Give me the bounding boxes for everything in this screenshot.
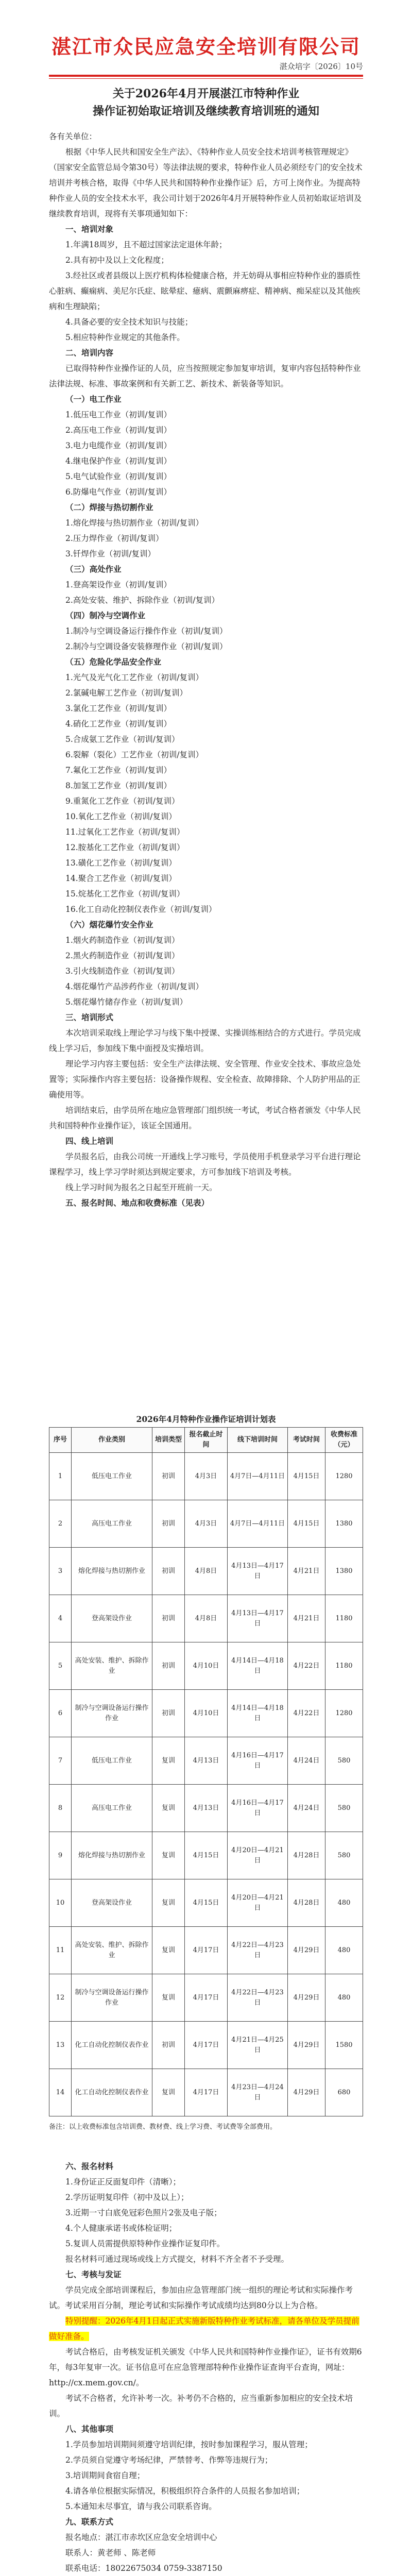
sec8-item: 3.培训期间食宿自理； <box>65 2471 145 2480</box>
table-header-row <box>49 1428 363 1453</box>
table-row <box>49 1548 363 1595</box>
sec2-group-title: （四）制冷与空调作业 <box>65 611 146 620</box>
table-row <box>49 1832 363 1879</box>
cell: 4月17日 <box>185 1927 228 1974</box>
sec2-item: 13.磺化工艺作业（初训/复训） <box>65 858 177 868</box>
org-name: 湛江市众民应急安全培训有限公司 <box>51 35 360 58</box>
cell: 4月20日—4月21日 <box>228 1832 288 1879</box>
cell: 初训 <box>152 1453 185 1500</box>
col-header: 线下培训时间 <box>228 1428 288 1453</box>
sec2-item: 16.化工自动化控制仪表作业（初训/复训） <box>65 905 217 914</box>
cell: 4月17日 <box>185 1974 228 2022</box>
cell: 4月22日—4月23日 <box>228 1927 288 1974</box>
sec2-paragraph: 已取得特种作业操作证的人员，应当按照规定参加复审培训，复审内容包括特种作业法律法规、标准、事故案例和有关新工艺、新技术、新装备等知识。 <box>49 364 361 388</box>
sec2-item: 12.胺基化工艺作业（初训/复训） <box>65 843 185 852</box>
cell: 登高架设作业 <box>72 1879 152 1927</box>
cell: 4月8日 <box>185 1548 228 1595</box>
cell: 4月15日 <box>288 1453 325 1500</box>
cell: 12 <box>49 1974 72 2022</box>
col-header: 序号 <box>49 1428 72 1453</box>
sec2-group-title: （二）焊接与热切割作业 <box>65 502 153 512</box>
sec2-item: 1.光气及光气化工艺作业（初训/复训） <box>65 673 204 682</box>
table-row <box>49 2069 363 2116</box>
cell: 4月13日 <box>185 1737 228 1785</box>
cell: 4月14日—4月18日 <box>228 1642 288 1690</box>
cell: 初训 <box>152 1642 185 1690</box>
table-row <box>49 1642 363 1690</box>
body-part-2 <box>49 2159 363 2576</box>
cell: 580 <box>325 1737 363 1785</box>
cell: 680 <box>325 2069 363 2116</box>
col-header: 培训类型 <box>152 1428 185 1453</box>
sec1-item: 4.具备必要的安全技术知识与技能； <box>65 317 193 327</box>
sec3-heading: 三、培训形式 <box>65 1012 114 1022</box>
table-row <box>49 1974 363 2022</box>
cell: 4月10日 <box>185 1642 228 1690</box>
col-header: 考试时间 <box>288 1428 325 1453</box>
intro-paragraph: 根据《中华人民共和国安全生产法》、《特种作业人员安全技术培训考核管理规定》（国家安全监管总局令第30号）等法律法规的要求，特种作业人员必须经专门的安全技术培训并考核合格，取得《中华人民共和国特种作业操作证》后，方可上岗作业。为提高特种作业人员的安全技术水平，我公司计划于2026年4月开展特种作业人员初始取证培训及继续教育培训，现将有关事项通知如下： <box>49 147 363 218</box>
salutation: 各有关单位： <box>49 132 97 141</box>
col-header: 收费标准（元） <box>325 1428 363 1453</box>
cell: 制冷与空调设备运行操作作业 <box>72 1690 152 1737</box>
sec2-item: 11.过氧化工艺作业（初训/复训） <box>65 827 185 837</box>
sec1-item: 3.经社区或者县级以上医疗机构体检健康合格，并无妨碍从事相应特种作业的器质性心脏病、癫痫病、美尼尔氏症、眩晕症、癔病、震颤麻痹症、精神病、痴呆症以及其他疾病和生理缺陷； <box>49 271 360 311</box>
cell: 4月15日 <box>288 1500 325 1548</box>
table-title: 2026年4月特种作业操作证培训计划表 <box>136 1414 276 1424</box>
sec2-item: 6.防爆电气作业（初训/复训） <box>65 487 172 497</box>
cell: 9 <box>49 1832 72 1879</box>
sec2-item: 3.电力电缆作业（初训/复训） <box>65 441 172 450</box>
table-row <box>49 1500 363 1548</box>
sec8-item: 4.请各单位根据实际情况，积极组织符合条件的人员报名参加培训； <box>65 2486 305 2496</box>
cell: 复训 <box>152 2069 185 2116</box>
cell: 4月3日 <box>185 1453 228 1500</box>
cell: 4月16日—4月17日 <box>228 1737 288 1785</box>
sec2-item: 2.氯碱电解工艺作业（初训/复训） <box>65 688 188 698</box>
sec1-heading: 一、培训对象 <box>65 224 114 234</box>
sec7-paragraph: 学员完成全部培训课程后，参加由应急管理部门统一组织的理论考试和实际操作考试。考试采用百分制，理论考试和实际操作考试成绩均达到80分以上为合格。 <box>49 2285 353 2310</box>
sec1-item: 2.具有初中及以上文化程度； <box>65 256 169 265</box>
cell: 4月7日—4月11日 <box>228 1453 288 1500</box>
cell: 复训 <box>152 1832 185 1879</box>
sec8-item: 2.学员须自觉遵守考场纪律，严禁替考、作弊等违规行为； <box>65 2455 273 2465</box>
cell: 1 <box>49 1453 72 1500</box>
sec2-item: 5.合成氨工艺作业（初训/复训） <box>65 735 180 744</box>
sec2-group-title: （五）危险化学品安全作业 <box>65 657 162 667</box>
table-row <box>49 1737 363 1785</box>
body-part-1 <box>49 129 363 1211</box>
cell: 4月29日 <box>288 2022 325 2069</box>
sec8-heading: 八、其他事项 <box>65 2424 114 2434</box>
cell: 登高架设作业 <box>72 1595 152 1642</box>
cell: 4月21日—4月25日 <box>228 2022 288 2069</box>
sec2-item: 1.烟火药制造作业（初训/复训） <box>65 936 180 945</box>
sec1-item: 5.相应特种作业规定的其他条件。 <box>65 333 185 342</box>
cell: 4月13日—4月17日 <box>228 1595 288 1642</box>
sec7-paragraph: 考试合格后，由考核发证机关颁发《中华人民共和国特种作业操作证》，证书有效期6年，每3年复审一次。证书信息可在应急管理部特种作业操作证查询平台查询，网址：http://cx.mem.gov.cn/。 <box>49 2347 362 2387</box>
cell: 初训 <box>152 1595 185 1642</box>
sec2-item: 15.烷基化工艺作业（初训/复训） <box>65 889 185 899</box>
cell: 4 <box>49 1595 72 1642</box>
cell: 580 <box>325 1785 363 1832</box>
sec9-line: 联系电话：18022675034 0759-3387150 <box>65 2564 222 2573</box>
cell: 8 <box>49 1785 72 1832</box>
cell: 1180 <box>325 1595 363 1642</box>
cell: 4月29日 <box>288 2069 325 2116</box>
cell: 4月22日 <box>288 1642 325 1690</box>
cell: 7 <box>49 1737 72 1785</box>
sec2-item: 1.登高架设作业（初训/复训） <box>65 580 172 589</box>
cell: 580 <box>325 1832 363 1879</box>
sec2-group-title: （三）高处作业 <box>65 564 122 574</box>
cell: 4月28日 <box>288 1879 325 1927</box>
cell: 5 <box>49 1642 72 1690</box>
sec2-item: 2.高处安装、维护、拆除作业（初训/复训） <box>65 596 220 605</box>
sec2-item: 9.重氮化工艺作业（初训/复训） <box>65 796 180 806</box>
cell: 4月16日—4月17日 <box>228 1785 288 1832</box>
cell: 13 <box>49 2022 72 2069</box>
cell: 熔化焊接与热切割作业 <box>72 1832 152 1879</box>
schedule-table-block <box>49 1412 363 2135</box>
sec7-highlight <box>49 2313 363 2344</box>
cell: 4月28日 <box>288 1832 325 1879</box>
cell: 4月24日 <box>288 1737 325 1785</box>
sec2-item: 1.制冷与空调设备运行操作作业（初训/复训） <box>65 626 228 636</box>
sec6-item: 1.身份证正反面复印件（清晰）； <box>65 2177 181 2187</box>
cell: 4月13日—4月17日 <box>228 1548 288 1595</box>
cell: 10 <box>49 1879 72 1927</box>
cell: 480 <box>325 1974 363 2022</box>
sec4-paragraph: 学员报名后，由我公司统一开通线上学习账号，学员使用手机登录学习平台进行理论课程学习，线上学习学时须达到规定要求，方可参加线下培训及考核。 <box>49 1152 361 1177</box>
sec5-heading: 五、报名时间、地点和收费标准（见表） <box>65 1198 210 1208</box>
table-row <box>49 1690 363 1737</box>
cell: 4月10日 <box>185 1690 228 1737</box>
sec2-item: 3.钎焊作业（初训/复训） <box>65 549 156 558</box>
sec3-paragraph: 本次培训采取线上理论学习与线下集中授课、实操训练相结合的方式进行。学员完成线上学习后，参加线下集中面授及实操培训。 <box>49 1028 361 1053</box>
table-row <box>49 1879 363 1927</box>
sec9-line: 报名地点：湛江市赤坎区应急安全培训中心 <box>65 2533 217 2542</box>
sec3-paragraph: 理论学习内容主要包括：安全生产法律法规、安全管理、作业安全技术、事故应急处置等；实际操作内容主要包括：设备操作规程、安全检查、故障排除、个人防护用品的正确使用等。 <box>49 1059 361 1099</box>
cell: 高压电工作业 <box>72 1500 152 1548</box>
sec2-item: 3.引火线制造作业（初训/复训） <box>65 967 180 976</box>
cell: 1380 <box>325 1548 363 1595</box>
cell: 4月21日 <box>288 1548 325 1595</box>
sec7-heading: 七、考核与发证 <box>65 2269 122 2279</box>
schedule-table <box>49 1427 363 2116</box>
cell: 复训 <box>152 1879 185 1927</box>
sec2-item: 6.裂解（裂化）工艺作业（初训/复训） <box>65 750 204 759</box>
cell: 4月17日 <box>185 2022 228 2069</box>
cell: 3 <box>49 1548 72 1595</box>
cell: 化工自动化控制仪表作业 <box>72 2022 152 2069</box>
cell: 4月8日 <box>185 1595 228 1642</box>
col-header: 作业类别 <box>72 1428 152 1453</box>
sec2-group-title: （一）电工作业 <box>65 394 122 404</box>
sec2-item: 4.烟花爆竹产品涉药作业（初训/复训） <box>65 982 204 991</box>
sec6-paragraph: 报名材料可通过现场或线上方式提交，材料不齐全者不予受理。 <box>65 2255 289 2264</box>
cell: 低压电工作业 <box>72 1737 152 1785</box>
cell: 复训 <box>152 1927 185 1974</box>
doc-title <box>49 85 363 120</box>
sec2-item: 5.电气试验作业（初训/复训） <box>65 472 172 481</box>
sec2-item: 4.继电保护作业（初训/复训） <box>65 456 172 466</box>
sec8-item: 1.学员参加培训期间须遵守培训纪律，按时参加课程学习，服从管理； <box>65 2440 313 2449</box>
cell: 480 <box>325 1879 363 1927</box>
sec2-item: 2.压力焊作业（初训/复训） <box>65 534 164 543</box>
cell: 复训 <box>152 1785 185 1832</box>
sec2-item: 5.烟花爆竹储存作业（初训/复训） <box>65 997 188 1007</box>
cell: 4月14日—4月18日 <box>228 1690 288 1737</box>
sec2-item: 4.硝化工艺作业（初训/复训） <box>65 719 172 728</box>
cell: 高处安装、维护、拆除作业 <box>72 1927 152 1974</box>
cell: 高处安装、维护、拆除作业 <box>72 1642 152 1690</box>
sec7-paragraph: 考试不合格者，允许补考一次。补考仍不合格的，应当重新参加相应的安全技术培训。 <box>49 2394 353 2418</box>
cell: 初训 <box>152 1690 185 1737</box>
cell: 4月17日 <box>185 2069 228 2116</box>
sec2-item: 2.高压电工作业（初训/复训） <box>65 426 172 435</box>
cell: 4月7日—4月11日 <box>228 1500 288 1548</box>
table-row <box>49 1927 363 1974</box>
cell: 初训 <box>152 1500 185 1548</box>
sec6-item: 2.学历证明复印件（初中及以上）； <box>65 2193 189 2202</box>
doc-number: 湛众培字〔2026〕10号 <box>279 62 363 71</box>
cell: 4月21日 <box>288 1595 325 1642</box>
table-note: 备注：以上收费标准包含培训费、教材费、线上学习费、考试费等全部费用。 <box>49 2123 277 2131</box>
sec6-heading: 六、报名材料 <box>65 2161 114 2171</box>
sec8-item: 5.本通知未尽事宜，请与我公司联系咨询。 <box>65 2502 217 2511</box>
cell: 4月29日 <box>288 1974 325 2022</box>
cell: 复训 <box>152 1737 185 1785</box>
sec2-group-title: （六）烟花爆竹安全作业 <box>65 920 153 929</box>
sec2-item: 8.加氢工艺作业（初训/复训） <box>65 781 172 790</box>
cell: 480 <box>325 1927 363 1974</box>
table-row <box>49 1453 363 1500</box>
col-header: 报名截止时间 <box>185 1428 228 1453</box>
cell: 1380 <box>325 1500 363 1548</box>
cell: 4月24日 <box>288 1785 325 1832</box>
cell: 14 <box>49 2069 72 2116</box>
sec6-item: 4.个人健康承诺书或体检证明； <box>65 2224 177 2233</box>
cell: 1180 <box>325 1642 363 1690</box>
sec4-heading: 四、线上培训 <box>65 1136 114 1146</box>
title-line-2: 操作证初始取证培训及继续教育培训班的通知 <box>92 105 319 118</box>
cell: 11 <box>49 1927 72 1974</box>
cell: 高压电工作业 <box>72 1785 152 1832</box>
table-row <box>49 1595 363 1642</box>
sec2-item: 1.熔化焊接与热切割作业（初训/复训） <box>65 518 204 528</box>
sec2-item: 2.黑火药制造作业（初训/复训） <box>65 951 180 960</box>
table-row <box>49 2022 363 2069</box>
table-row <box>49 1785 363 1832</box>
sec4-paragraph: 线上学习时间为报名之日起至开班前一天。 <box>65 1183 217 1192</box>
cell: 4月13日 <box>185 1785 228 1832</box>
cell: 制冷与空调设备运行操作作业 <box>72 1974 152 2022</box>
cell: 1580 <box>325 2022 363 2069</box>
sec2-item: 3.氯化工艺作业（初训/复训） <box>65 704 172 713</box>
sec2-item: 2.制冷与空调设备安装修理作业（初训/复训） <box>65 642 228 651</box>
sec9-line: 联系人：黄老师 、陈老师 <box>65 2548 156 2557</box>
cell: 2 <box>49 1500 72 1548</box>
sec6-item: 3.近期一寸白底免冠彩色照片2张及电子版； <box>65 2208 222 2217</box>
header <box>0 31 412 59</box>
title-line-1: 关于2026年4月开展湛江市特种作业 <box>112 87 300 100</box>
cell: 1280 <box>325 1690 363 1737</box>
sec2-item: 14.聚合工艺作业（初训/复训） <box>65 874 177 883</box>
cell: 4月15日 <box>185 1832 228 1879</box>
cell: 化工自动化控制仪表作业 <box>72 2069 152 2116</box>
cell: 4月23日—4月24日 <box>228 2069 288 2116</box>
cell: 低压电工作业 <box>72 1453 152 1500</box>
cell: 初训 <box>152 1548 185 1595</box>
cell: 4月3日 <box>185 1500 228 1548</box>
sec6-item: 5.复训人员需提供原特种作业操作证复印件。 <box>65 2239 225 2248</box>
sec3-paragraph: 培训结束后，由学员所在地应急管理部门组织统一考试，考试合格者颁发《中华人民共和国特种作业操作证》，该证全国通用。 <box>49 1106 361 1130</box>
cell: 初训 <box>152 2022 185 2069</box>
red-rule <box>49 75 363 77</box>
cell: 4月15日 <box>185 1879 228 1927</box>
cell: 4月29日 <box>288 1927 325 1974</box>
highlight-text: 特别提醒：2026年4月1日起正式实施新版特种作业考试标准，请各单位及学员提前做好准备。 <box>49 2316 359 2341</box>
cell: 6 <box>49 1690 72 1737</box>
sec2-item: 1.低压电工作业（初训/复训） <box>65 410 172 419</box>
cell: 4月22日 <box>288 1690 325 1737</box>
cell: 4月20日—4月21日 <box>228 1879 288 1927</box>
red-rule-thin <box>49 78 363 79</box>
sec9-heading: 九、联系方式 <box>65 2517 114 2527</box>
cell: 1280 <box>325 1453 363 1500</box>
cell: 4月22日—4月23日 <box>228 1974 288 2022</box>
sec2-item: 7.氟化工艺作业（初训/复训） <box>65 766 172 775</box>
cell: 熔化焊接与热切割作业 <box>72 1548 152 1595</box>
sec1-item: 1.年满18周岁，且不超过国家法定退休年龄； <box>65 240 227 249</box>
cell: 复训 <box>152 1974 185 2022</box>
sec2-heading: 二、培训内容 <box>65 348 114 358</box>
sec2-item: 10.氧化工艺作业（初训/复训） <box>65 812 177 821</box>
